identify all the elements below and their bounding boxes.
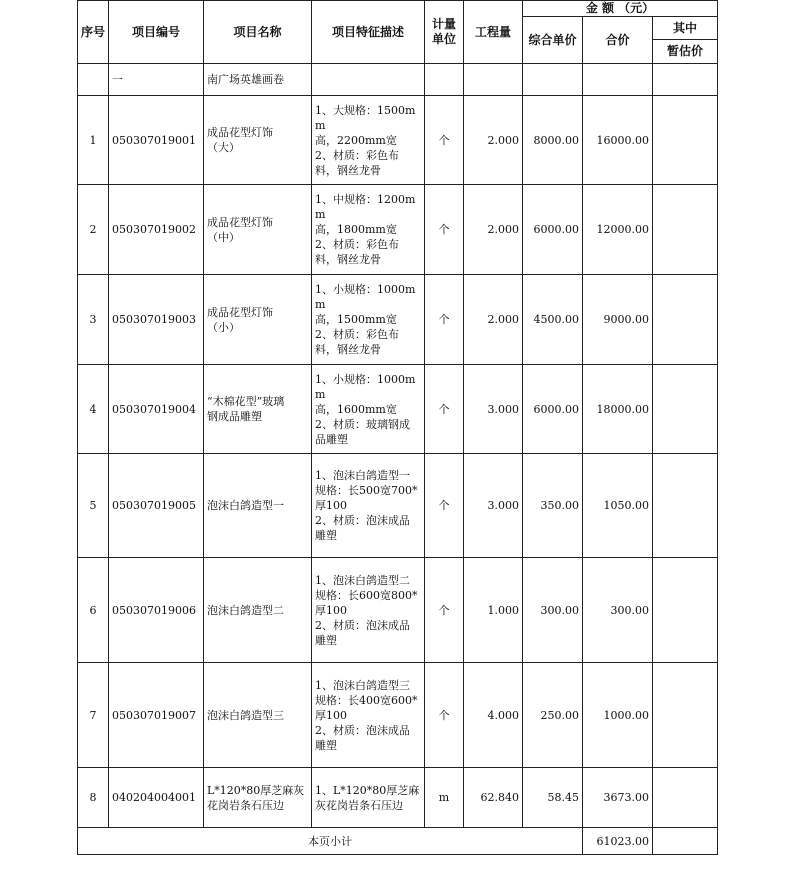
row-provisional bbox=[653, 558, 718, 663]
row-name bbox=[204, 275, 312, 365]
row-seq: 1 bbox=[78, 96, 109, 185]
row-desc-line: 厚100 bbox=[315, 499, 347, 512]
row-desc-line: 2、材质：泡沫成品 bbox=[315, 723, 410, 737]
header-provisional: 暂估价 bbox=[653, 40, 718, 64]
row-desc-line: 料，钢丝龙骨 bbox=[315, 253, 381, 266]
row-desc-line: 高，1600mm宽 bbox=[315, 402, 397, 416]
row-total: 18000.00 bbox=[583, 365, 653, 454]
row-seq: 8 bbox=[78, 768, 109, 828]
header-desc: 项目特征描述 bbox=[312, 1, 425, 64]
row-seq: 4 bbox=[78, 365, 109, 454]
row-total: 12000.00 bbox=[583, 185, 653, 275]
row-desc-line: 2、材质：泡沫成品 bbox=[315, 514, 410, 527]
row-desc bbox=[312, 275, 425, 365]
row-unit-price: 4500.00 bbox=[523, 275, 583, 365]
row-desc-line: 高，1500mm宽 bbox=[315, 313, 397, 326]
row-code: 050307019006 bbox=[109, 558, 204, 663]
row-name-line: 泡沫白鸽造型二 bbox=[207, 603, 284, 617]
subtotal-value: 61023.00 bbox=[583, 828, 653, 855]
row-qty: 2.000 bbox=[464, 275, 523, 365]
header-code: 项目编号 bbox=[109, 1, 204, 64]
header-qty: 工程量 bbox=[464, 1, 523, 64]
section-number: 一 bbox=[109, 64, 204, 96]
row-unit: 个 bbox=[425, 558, 464, 663]
row-provisional bbox=[653, 365, 718, 454]
row-desc-line: 品雕塑 bbox=[315, 432, 348, 446]
row-unit-price: 250.00 bbox=[523, 663, 583, 768]
table-row bbox=[78, 365, 718, 454]
row-name-line: 泡沫白鸽造型三 bbox=[207, 708, 284, 722]
row-name-line: 成品花型灯饰 bbox=[207, 126, 273, 139]
row-desc-line: 1、大规格：1500mm bbox=[315, 103, 416, 132]
row-qty: 4.000 bbox=[464, 663, 523, 768]
row-unit-price: 6000.00 bbox=[523, 185, 583, 275]
row-code: 040204004001 bbox=[109, 768, 204, 828]
row-provisional bbox=[653, 768, 718, 828]
row-unit: 个 bbox=[425, 454, 464, 558]
empty-cell bbox=[523, 64, 583, 96]
section-name: 南广场英雄画卷 bbox=[204, 64, 312, 96]
row-desc-line: 雕塑 bbox=[315, 633, 337, 647]
table-row bbox=[78, 96, 718, 185]
row-code: 050307019003 bbox=[109, 275, 204, 365]
table-body bbox=[78, 64, 718, 828]
row-code: 050307019004 bbox=[109, 365, 204, 454]
row-total: 1050.00 bbox=[583, 454, 653, 558]
row-desc-line: 高，1800mm宽 bbox=[315, 223, 397, 236]
row-name-line: （中） bbox=[207, 230, 240, 244]
row-desc bbox=[312, 185, 425, 275]
row-desc-line: 2、材质：泡沫成品 bbox=[315, 618, 410, 632]
row-desc-line: 2、材质：玻璃钢成 bbox=[315, 417, 410, 431]
table-row bbox=[78, 185, 718, 275]
row-unit: 个 bbox=[425, 185, 464, 275]
row-unit-price: 58.45 bbox=[523, 768, 583, 828]
row-seq: 2 bbox=[78, 185, 109, 275]
row-desc bbox=[312, 768, 425, 828]
row-desc-line: 2、材质：彩色布 bbox=[315, 148, 399, 162]
row-desc-line: 1、小规格：1000mm bbox=[315, 283, 416, 311]
row-desc-line: 1、泡沫白鸽造型一 bbox=[315, 469, 410, 482]
row-qty: 2.000 bbox=[464, 96, 523, 185]
header-of-which: 其中 bbox=[653, 17, 718, 40]
row-desc-line: 料，钢丝龙骨 bbox=[315, 163, 381, 177]
row-total: 1000.00 bbox=[583, 663, 653, 768]
empty-cell bbox=[583, 64, 653, 96]
table-row bbox=[78, 768, 718, 828]
row-total: 3673.00 bbox=[583, 768, 653, 828]
row-unit-price: 6000.00 bbox=[523, 365, 583, 454]
header-unit-price: 综合单价 bbox=[523, 17, 583, 64]
row-total: 16000.00 bbox=[583, 96, 653, 185]
empty-cell bbox=[425, 64, 464, 96]
row-seq: 7 bbox=[78, 663, 109, 768]
subtotal-provisional bbox=[653, 828, 718, 855]
empty-cell bbox=[464, 64, 523, 96]
row-provisional bbox=[653, 185, 718, 275]
row-desc bbox=[312, 96, 425, 185]
row-unit-price: 300.00 bbox=[523, 558, 583, 663]
row-name bbox=[204, 558, 312, 663]
row-provisional bbox=[653, 275, 718, 365]
header-unit-line1: 计量 bbox=[431, 17, 456, 31]
row-code: 050307019007 bbox=[109, 663, 204, 768]
empty-cell bbox=[312, 64, 425, 96]
header-total: 合价 bbox=[583, 17, 653, 64]
row-code: 050307019005 bbox=[109, 454, 204, 558]
table-row bbox=[78, 454, 718, 558]
row-desc bbox=[312, 663, 425, 768]
row-name bbox=[204, 185, 312, 275]
row-qty: 3.000 bbox=[464, 454, 523, 558]
row-name-line: （大） bbox=[207, 141, 240, 154]
row-name bbox=[204, 96, 312, 185]
table-row bbox=[78, 558, 718, 663]
row-qty: 62.840 bbox=[464, 768, 523, 828]
header-name: 项目名称 bbox=[204, 1, 312, 64]
row-seq: 3 bbox=[78, 275, 109, 365]
row-desc-line: 1、泡沫白鸽造型三 bbox=[315, 678, 410, 692]
header-amount: 金 额 （元） bbox=[523, 1, 718, 17]
row-desc bbox=[312, 454, 425, 558]
row-code: 050307019001 bbox=[109, 96, 204, 185]
row-provisional bbox=[653, 663, 718, 768]
row-qty: 3.000 bbox=[464, 365, 523, 454]
row-name-line: 泡沫白鸽造型一 bbox=[207, 499, 284, 512]
row-name-line: “木棉花型”玻璃 bbox=[207, 395, 285, 408]
row-desc-line: 2、材质：彩色布 bbox=[315, 238, 399, 251]
header-unit bbox=[425, 1, 464, 64]
row-total: 300.00 bbox=[583, 558, 653, 663]
row-name bbox=[204, 768, 312, 828]
table-row bbox=[78, 275, 718, 365]
subtotal-label: 本页小计 bbox=[78, 828, 583, 855]
row-unit: m bbox=[425, 768, 464, 828]
row-total: 9000.00 bbox=[583, 275, 653, 365]
header-unit-line2: 单位 bbox=[431, 32, 456, 46]
row-unit: 个 bbox=[425, 663, 464, 768]
row-name bbox=[204, 365, 312, 454]
row-desc-line: 雕塑 bbox=[315, 738, 337, 752]
row-desc-line: 规格：长500宽700* bbox=[315, 484, 418, 497]
section-seq-cell bbox=[78, 64, 109, 96]
row-desc-line: 料，钢丝龙骨 bbox=[315, 343, 381, 356]
row-unit-price: 350.00 bbox=[523, 454, 583, 558]
row-name-line: （小） bbox=[207, 320, 240, 334]
row-desc bbox=[312, 558, 425, 663]
row-desc-line: 规格：长400宽600* bbox=[315, 693, 418, 707]
row-name bbox=[204, 454, 312, 558]
row-desc-line: 厚100 bbox=[315, 708, 347, 722]
row-desc-line: 高，2200mm宽 bbox=[315, 133, 397, 147]
row-unit: 个 bbox=[425, 275, 464, 365]
row-desc-line: 1、L*120*80厚芝麻 bbox=[315, 783, 420, 797]
section-row bbox=[78, 64, 718, 96]
row-desc-line: 1、中规格：1200mm bbox=[315, 193, 416, 221]
row-desc-line: 灰花岗岩条石压边 bbox=[315, 798, 403, 812]
row-name-line: 花岗岩条石压边 bbox=[207, 798, 284, 812]
header-seq: 序号 bbox=[78, 1, 109, 64]
row-desc-line: 1、泡沫白鸽造型二 bbox=[315, 573, 410, 587]
row-name-line: 成品花型灯饰 bbox=[207, 215, 273, 229]
row-desc-line: 厚100 bbox=[315, 603, 347, 617]
row-name-line: 钢成品雕塑 bbox=[207, 410, 262, 423]
bill-of-quantities-table bbox=[77, 0, 718, 855]
row-desc-line: 2、材质：彩色布 bbox=[315, 328, 399, 341]
row-qty: 2.000 bbox=[464, 185, 523, 275]
table-row bbox=[78, 663, 718, 768]
row-provisional bbox=[653, 96, 718, 185]
empty-cell bbox=[653, 64, 718, 96]
row-qty: 1.000 bbox=[464, 558, 523, 663]
subtotal-row bbox=[78, 828, 718, 855]
row-unit: 个 bbox=[425, 365, 464, 454]
row-code: 050307019002 bbox=[109, 185, 204, 275]
row-desc-line: 规格：长600宽800* bbox=[315, 588, 418, 602]
row-unit: 个 bbox=[425, 96, 464, 185]
row-provisional bbox=[653, 454, 718, 558]
row-unit-price: 8000.00 bbox=[523, 96, 583, 185]
row-desc-line: 雕塑 bbox=[315, 529, 337, 542]
row-name-line: L*120*80厚芝麻灰 bbox=[207, 783, 305, 797]
row-name-line: 成品花型灯饰 bbox=[207, 305, 273, 319]
row-name bbox=[204, 663, 312, 768]
row-seq: 5 bbox=[78, 454, 109, 558]
row-seq: 6 bbox=[78, 558, 109, 663]
row-desc-line: 1、小规格：1000mm bbox=[315, 372, 416, 401]
row-desc bbox=[312, 365, 425, 454]
